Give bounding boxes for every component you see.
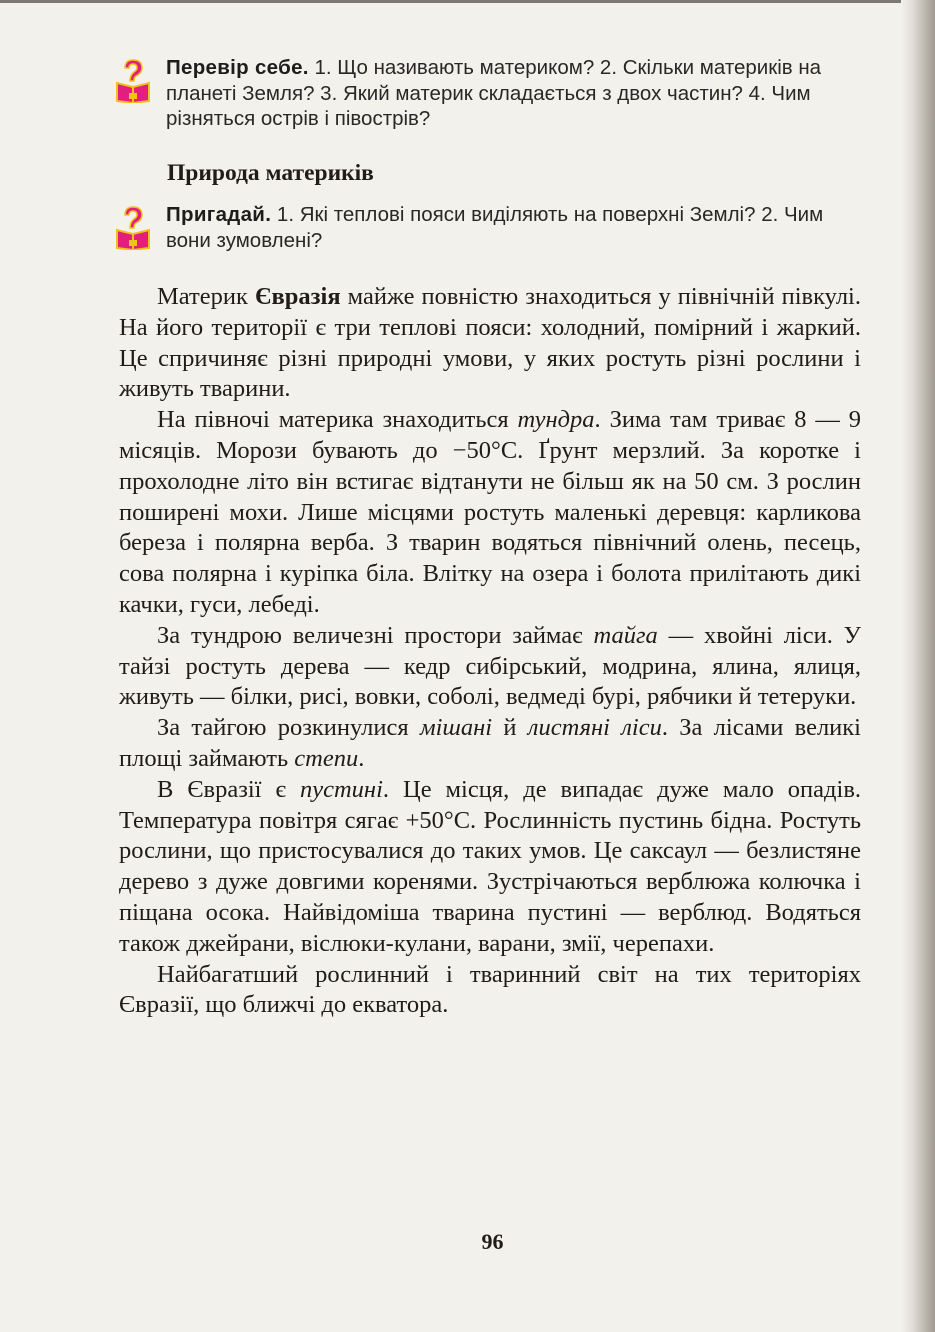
term-deserts: пустині — [299, 775, 383, 803]
text-run: В Євразії є — [157, 775, 300, 803]
question-book-icon — [113, 57, 153, 103]
text-run: . За лісами великі площі займають — [119, 714, 861, 772]
text-run: Материк — [157, 283, 255, 310]
term-eurasia: Євразія — [254, 283, 341, 310]
term-tundra: тундра — [517, 406, 595, 434]
main-text — [119, 282, 861, 1021]
term-deciduous-forests: листяні ліси — [527, 714, 662, 742]
paragraph-taiga — [119, 621, 861, 713]
paragraph-richest — [119, 960, 861, 1022]
page-number: 96 — [481, 1229, 504, 1254]
text-run: — хвойні ліси. У тайзі ростуть дерева — кедр сибірський, модрина, ялина, ялиця, живуть — білки, рисі, вовки, соболі, ведмеді бурі, рябчики й тетеруки. — [119, 621, 862, 711]
question-book-icon — [113, 204, 153, 250]
text-run: й — [492, 714, 528, 742]
term-mixed: мішані — [419, 714, 493, 742]
section-title: Природа материків — [167, 160, 374, 186]
page-binding-shadow — [901, 0, 935, 1332]
recall-block — [113, 202, 873, 253]
check-yourself-questions: 1. Що називають материком? 2. Скільки материків на планеті Земля? 3. Який материк складається з двох частин? 4. Чим різняться острів і півострів? — [166, 56, 822, 130]
page-top-edge — [0, 0, 935, 3]
text-run: За тундрою величезні простори займає — [157, 621, 594, 649]
text-run: . Зима там триває 8 — 9 місяців. Морози бувають до −50°С. Ґрунт мерзлий. За коротке і прохолодне літо він встигає відтанути не більш як на 50 см. З рослин поширені мохи. Лише місцями ростуть маленькі деревця: карликова береза і полярна верба. З тварин водяться північний олень, песець, сова полярна і куріпка біла. Влітку на озера і болота прилітають дикі качки, гуси, лебеді. — [119, 406, 861, 618]
check-yourself-text — [166, 55, 873, 132]
text-run: . Це місця, де випадає дуже мало опадів. Температура повітря сягає +50°С. Рослинність пустинь бідна. Ростуть рослини, що пристосувалися до таких умов. Це саксаул — безлистяне дерево з дуже довгими коренями. Зустрічаються верблюжа колючка і піщана осока. Найвідоміша тварина пустині — верблюд. Водяться також джейрани, віслюки-кулани, варани, змії, черепахи. — [119, 775, 862, 957]
text-run: майже повністю знаходиться у північній півкулі. На його території є три теплові пояси: холодний, помірний і жаркий. Це спричиняє різні природні умови, у яких ростуть різні рослини і живуть тварини. — [119, 283, 861, 403]
text-run: На півночі материка знаходиться — [157, 406, 518, 434]
recall-text — [166, 202, 873, 253]
check-yourself-label: Перевір себе. — [166, 56, 309, 79]
text-run: Найбагатший рослинний і тваринний світ на тих територіях Євразії, що ближчі до екватора. — [119, 960, 861, 1019]
paragraph-deserts — [119, 775, 861, 960]
text-run: За тайгою розкинулися — [157, 714, 420, 742]
paragraph-forests-steppes — [119, 713, 861, 775]
recall-label: Пригадай. — [166, 203, 272, 226]
paragraph-eurasia — [119, 282, 861, 405]
recall-questions: 1. Які теплові пояси виділяють на поверхні Землі? 2. Чим вони зумовлені? — [166, 203, 824, 252]
check-yourself-block — [113, 55, 873, 132]
term-steppes: степи — [294, 744, 359, 772]
text-run: . — [358, 744, 365, 772]
paragraph-tundra — [119, 405, 861, 621]
term-taiga: тайга — [593, 621, 658, 649]
